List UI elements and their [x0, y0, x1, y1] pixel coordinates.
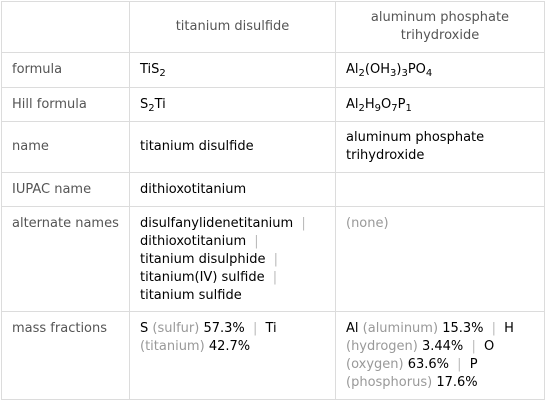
alternate-names-titanium-disulfide — [130, 207, 336, 312]
separator: | — [301, 216, 306, 231]
separator: | — [273, 252, 279, 267]
table-row — [2, 312, 545, 400]
element-name: (phosphorus) — [346, 375, 433, 390]
formula-subscript: 2 — [358, 102, 365, 114]
mass-fractions-titanium-disulfide — [130, 312, 336, 400]
separator: | — [457, 357, 462, 372]
row-label-name: name — [2, 122, 130, 173]
element-name: (sulfur) — [152, 321, 200, 336]
table-row — [2, 53, 545, 88]
alternate-name: disulfanylidenetitanium — [140, 216, 294, 231]
table-row — [2, 122, 545, 173]
element-symbol: P — [469, 357, 478, 372]
formula-titanium-disulfide: TiS$_2$ — [130, 53, 336, 88]
header-blank — [2, 2, 130, 53]
name-titanium-disulfide: titanium disulfide — [130, 122, 336, 173]
hill-aluminum-phosphate: $Al_2H_9O_7P_1$ — [336, 88, 545, 122]
separator: | — [272, 270, 278, 285]
row-label-formula: formula — [2, 53, 130, 88]
hill-titanium-disulfide: $S_2Ti$ — [130, 88, 336, 122]
alternate-names-aluminum-phosphate: (none) — [336, 207, 545, 312]
formula-subscript: 7 — [391, 102, 398, 114]
formula-subscript: 3 — [401, 68, 408, 79]
formula-subscript: 9 — [374, 102, 382, 114]
mass-fraction-value: 42.7% — [208, 339, 251, 354]
table-row — [2, 207, 545, 312]
mass-fraction-value: 63.6% — [407, 357, 450, 372]
formula-subscript: 2 — [358, 68, 365, 79]
alternate-name: titanium sulfide — [140, 288, 242, 303]
separator: | — [471, 339, 476, 354]
element-name: (oxygen) — [346, 357, 404, 372]
alternate-name: titanium disulphide — [140, 252, 266, 267]
mass-fraction-value: 17.6% — [436, 375, 478, 390]
formula-subscript: 4 — [425, 68, 433, 79]
row-label-iupac-name: IUPAC name — [2, 173, 130, 207]
element-symbol: Al — [346, 321, 359, 336]
alternate-name: dithioxotitanium — [140, 234, 247, 249]
mass-fraction-value: 15.3% — [442, 321, 484, 336]
formula-subscript: 2 — [159, 68, 166, 79]
element-symbol: H — [504, 321, 514, 336]
row-label-hill-formula: Hill formula — [2, 88, 130, 122]
separator: | — [254, 234, 259, 249]
alternate-name: titanium(IV) sulfide — [140, 270, 265, 285]
header-titanium-disulfide: titanium disulfide — [130, 2, 336, 53]
table-row — [2, 88, 545, 122]
header-aluminum-phosphate-trihydroxide: aluminum phosphate trihydroxide — [336, 2, 545, 53]
row-label-mass-fractions: mass fractions — [2, 312, 130, 400]
element-symbol: Ti — [265, 321, 277, 336]
mass-fractions-aluminum-phosphate — [336, 312, 545, 400]
formula-subscript: 2 — [148, 102, 155, 114]
row-label-alternate-names: alternate names — [2, 207, 130, 312]
element-name: (titanium) — [140, 339, 205, 354]
header-row — [2, 2, 545, 53]
name-aluminum-phosphate: aluminum phosphate trihydroxide — [336, 122, 545, 173]
table-row — [2, 173, 545, 207]
element-name: (hydrogen) — [346, 339, 418, 354]
element-symbol: O — [483, 339, 495, 354]
properties-table — [1, 1, 545, 400]
formula-subscript: 1 — [405, 102, 412, 114]
formula-subscript: 3 — [389, 68, 397, 79]
mass-fraction-value: 3.44% — [421, 339, 464, 354]
iupac-titanium-disulfide: dithioxotitanium — [130, 173, 336, 207]
formula-aluminum-phosphate: $Al_2(OH_3)_3PO_4$ — [336, 53, 545, 88]
separator: | — [252, 321, 258, 336]
iupac-aluminum-phosphate — [336, 173, 545, 207]
mass-fraction-value: 57.3% — [203, 321, 245, 336]
element-symbol: S — [140, 321, 149, 336]
element-name: (aluminum) — [362, 321, 439, 336]
separator: | — [491, 321, 497, 336]
